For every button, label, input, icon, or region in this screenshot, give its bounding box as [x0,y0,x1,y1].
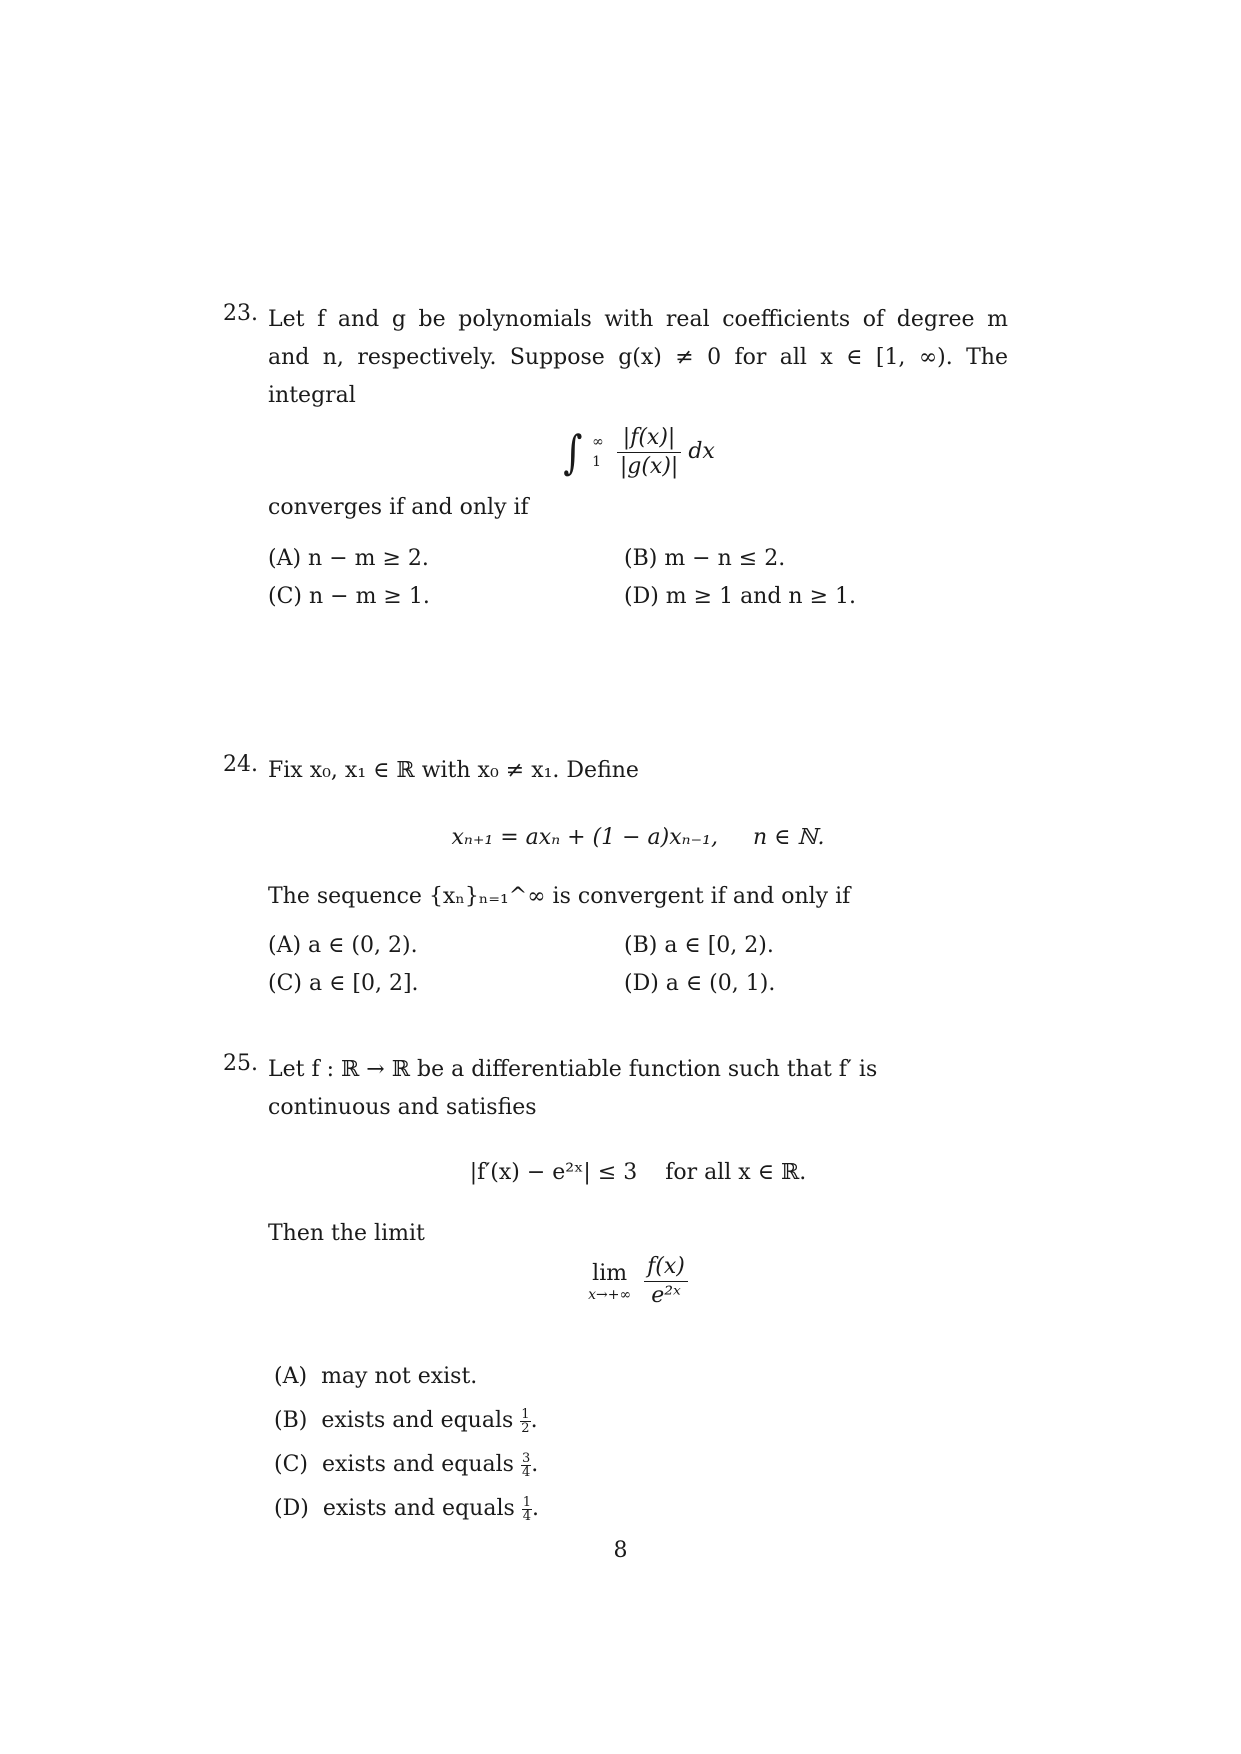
option-c[interactable]: (C) n − m ≥ 1. [268,584,430,609]
option-text: may not exist. [321,1364,478,1389]
question-24 [223,752,1008,1002]
question-text-line: continuous and satisfies [268,1095,537,1120]
option-b[interactable]: (B) m − n ≤ 2. [624,546,786,571]
fraction-denominator: 4 [521,1464,531,1480]
option-fraction [522,1496,532,1523]
option-label: (C) [274,1452,308,1477]
option-c[interactable]: (C) exists and equals $\frac{3}{4}$ . [274,1450,539,1480]
question-text-line: Let f : ℝ → ℝ be a differentiable function such that f′ is [268,1057,878,1082]
option-label: (B) [274,1408,308,1433]
question-text-line: Let f and g be polynomials with real coefficients of degree m [268,307,1008,332]
integral-limits [592,432,604,472]
question-23 [223,301,1008,615]
limit-expression [268,1253,1008,1319]
answer-options [268,928,1008,1002]
option-label: (A) [274,1364,308,1389]
option-fraction [521,1452,531,1479]
option-text: exists and equals [322,1452,514,1477]
question-text-line: Then the limit [268,1221,425,1246]
limit-fraction [644,1253,688,1310]
integral-differential: dx [688,439,715,464]
option-b[interactable]: (B) exists and equals $\frac{1}{2}$ . [274,1406,538,1436]
fraction-denominator: 2 [521,1420,530,1436]
question-25 [223,1051,1008,1531]
fraction-numerator: 1 [521,1406,530,1422]
option-c[interactable]: (C) a ∈ [0, 2]. [268,971,419,996]
option-d[interactable]: (D) exists and equals $\frac{1}{4}$ . [274,1494,540,1524]
question-number: 24. [223,752,258,777]
question-text-line: and n, respectively. Suppose g(x) ≠ 0 for all x ∈ [1, ∞). The [268,345,1008,370]
question-number: 23. [223,301,258,326]
limit-operator [588,1261,631,1303]
fraction-denominator: 4 [522,1508,532,1524]
page-number: 8 [613,1538,628,1563]
limit-numerator: f(x) [644,1253,688,1282]
recurrence-equation: xₙ₊₁ = axₙ + (1 − a)xₙ₋₁, n ∈ ℕ. [451,825,825,850]
integrand-fraction [617,424,681,481]
lim-subscript: x→+∞ [588,1286,632,1303]
option-a[interactable]: (A) a ∈ (0, 2). [268,933,418,958]
option-b[interactable]: (B) a ∈ [0, 2). [624,933,774,958]
limit-denominator: e²ˣ [651,1283,681,1308]
lim-word: lim [592,1260,628,1286]
question-text-line: Fix x₀, x₁ ∈ ℝ with x₀ ≠ x₁. Define [268,758,639,783]
option-d[interactable]: (D) a ∈ (0, 1). [624,971,776,996]
inequality-expression: |f′(x) − e²ˣ| ≤ 3 for all x ∈ ℝ. [469,1160,807,1185]
integrand-numerator: |f(x)| [617,424,681,453]
answer-options [268,541,1008,615]
option-d[interactable]: (D) m ≥ 1 and n ≥ 1. [624,584,857,609]
question-number: 25. [223,1051,258,1076]
option-fraction [520,1408,530,1435]
question-text-line: The sequence {xₙ}ₙ₌₁^∞ is convergent if and only if [268,884,851,909]
option-text: exists and equals [321,1408,514,1433]
fraction-numerator: 1 [522,1494,532,1510]
integral-expression [268,415,1008,489]
integral-upper-limit: ∞ [592,434,604,450]
option-text: exists and equals [322,1496,515,1521]
integral-lower-limit: 1 [592,454,602,470]
option-a[interactable] [268,1355,1008,1399]
option-a[interactable]: (A) n − m ≥ 2. [268,546,429,571]
fraction-numerator: 3 [521,1450,531,1466]
option-label: (D) [274,1496,309,1521]
question-text-line: converges if and only if [268,495,529,520]
answer-options [268,1355,1008,1531]
question-text-line: integral [268,383,356,408]
integral-sign: ∫ [563,425,583,479]
integrand-denominator: |g(x)| [619,453,679,479]
